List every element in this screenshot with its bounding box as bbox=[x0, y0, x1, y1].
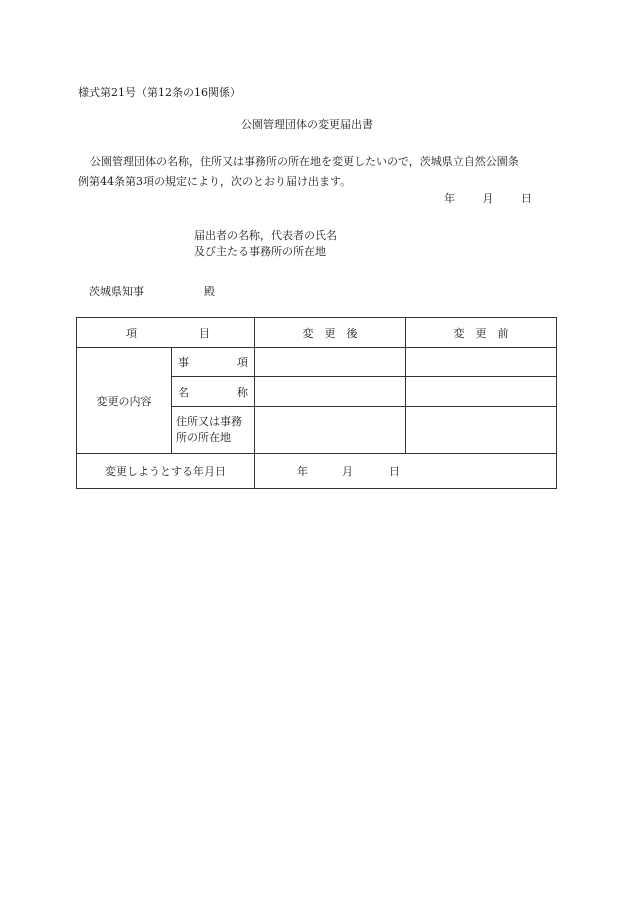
header-item-b: 目 bbox=[199, 326, 210, 340]
table-row bbox=[77, 348, 557, 377]
row-label-line-2: 所の所在地 bbox=[176, 431, 231, 444]
addressee-honorific: 殿 bbox=[204, 285, 215, 298]
header-before: 変 更 前 bbox=[406, 318, 557, 348]
row-label-matter bbox=[172, 348, 255, 377]
before-cell-address[interactable] bbox=[406, 407, 557, 454]
group-label: 変更の内容 bbox=[77, 348, 172, 454]
addressee bbox=[89, 283, 215, 299]
row-label-address bbox=[172, 407, 255, 454]
row-label-line-1: 住所又は事務 bbox=[176, 415, 242, 428]
change-date-label: 変更しようとする年月日 bbox=[77, 454, 255, 489]
table-header-row bbox=[77, 318, 557, 348]
applicant-block bbox=[194, 228, 337, 260]
document-title: 公園管理団体の変更届出書 bbox=[241, 118, 373, 131]
after-cell-address[interactable] bbox=[255, 407, 406, 454]
before-cell-matter[interactable] bbox=[406, 348, 557, 377]
form-number: 様式第21号（第12条の16関係） bbox=[78, 86, 241, 99]
row-label-b: 称 bbox=[237, 385, 248, 399]
date-day-label: 日 bbox=[521, 192, 532, 205]
row-label-b: 項 bbox=[237, 356, 248, 369]
addressee-name: 茨城県知事 bbox=[89, 285, 144, 298]
after-cell-name[interactable] bbox=[255, 377, 406, 407]
date-year-label: 年 bbox=[444, 192, 455, 205]
header-item-a: 項 bbox=[126, 326, 137, 340]
change-date-cell[interactable] bbox=[255, 454, 557, 489]
before-cell-name[interactable] bbox=[406, 377, 557, 407]
table-row-date bbox=[77, 454, 557, 489]
submission-date bbox=[444, 190, 532, 206]
header-after: 変 更 後 bbox=[255, 318, 406, 348]
date-month-label: 月 bbox=[482, 192, 494, 205]
row-label-a: 事 bbox=[178, 356, 189, 369]
row-label-a: 名 bbox=[178, 385, 189, 399]
header-item bbox=[77, 318, 255, 348]
body-text-line-2: 例第44条第3項の規定により，次のとおり届け出ます。 bbox=[78, 175, 352, 188]
change-date-day: 日 bbox=[389, 465, 400, 478]
change-table bbox=[76, 317, 557, 489]
change-date-month: 月 bbox=[342, 465, 353, 478]
row-label-name bbox=[172, 377, 255, 407]
applicant-line-2: 及び主たる事務所の所在地 bbox=[194, 245, 326, 258]
body-text-line-1: 公園管理団体の名称，住所又は事務所の所在地を変更したいので，茨城県立自然公園条 bbox=[90, 155, 519, 168]
applicant-line-1: 届出者の名称，代表者の氏名 bbox=[194, 229, 337, 242]
change-date-year: 年 bbox=[297, 465, 308, 478]
after-cell-matter[interactable] bbox=[255, 348, 406, 377]
